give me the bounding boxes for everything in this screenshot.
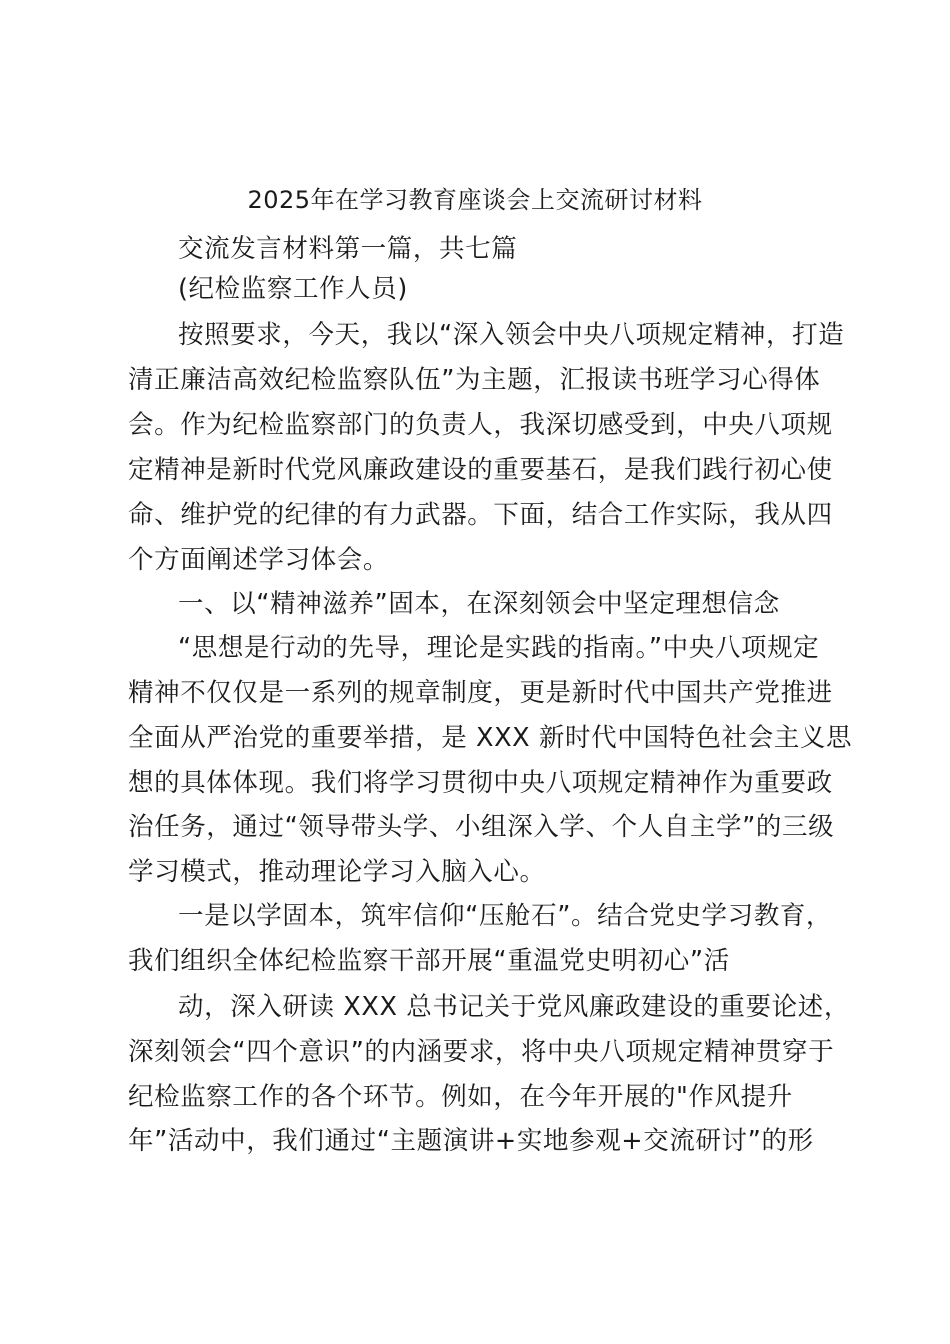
paragraph-3-line: 我们组织全体纪检监察干部开展“重温党史明初心”活 — [128, 946, 730, 976]
paragraph-2-line: 全面从严治党的重要举措，是 XXX 新时代中国特色社会主义思 — [128, 723, 853, 753]
paragraph-1-line: 定精神是新时代党风廉政建设的重要基石，是我们践行初心使 — [128, 455, 833, 485]
document-title: 2025年在学习教育座谈会上交流研讨材料 — [247, 186, 703, 214]
document-subtitle: 交流发言材料第一篇，共七篇 — [178, 234, 518, 264]
paragraph-2-line: 想的具体体现。我们将学习贯彻中央八项规定精神作为重要政 — [128, 768, 833, 798]
paragraph-1-line: 会。作为纪检监察部门的负责人，我深切感受到，中央八项规 — [128, 410, 833, 440]
paragraph-4-line: 动，深入研读 XXX 总书记关于党风廉政建设的重要论述， — [178, 992, 850, 1022]
section-heading: 一、以“精神滋养”固本，在深刻领会中坚定理想信念 — [178, 589, 780, 619]
author-role: (纪检监察工作人员) — [178, 274, 408, 304]
paragraph-3-line: 一是以学固本，筑牢信仰“压舱石”。结合党史学习教育， — [178, 901, 833, 931]
paragraph-1-line: 清正廉洁高效纪检监察队伍”为主题，汇报读书班学习心得体 — [128, 365, 821, 395]
paragraph-1-line: 按照要求，今天，我以“深入领会中央八项规定精神，打造 — [178, 320, 845, 350]
paragraph-2-line: 精神不仅仅是一系列的规章制度，更是新时代中国共产党推进 — [128, 678, 833, 708]
paragraph-4-line: 纪检监察工作的各个环节。例如，在今年开展的"作风提升 — [128, 1082, 793, 1112]
paragraph-2-line: “思想是行动的先导，理论是实践的指南。”中央八项规定 — [178, 633, 820, 663]
paragraph-1-line: 个方面阐述学习体会。 — [128, 545, 390, 575]
paragraph-2-line: 治任务，通过“领导带头学、小组深入学、个人自主学”的三级 — [128, 812, 835, 842]
paragraph-2-line: 学习模式，推动理论学习入脑入心。 — [128, 857, 546, 887]
paragraph-4-line: 深刻领会“四个意识”的内涵要求，将中央八项规定精神贯穿于 — [128, 1037, 835, 1067]
paragraph-1-line: 命、维护党的纪律的有力武器。下面，结合工作实际，我从四 — [128, 500, 833, 530]
paragraph-4-line: 年”活动中，我们通过“主题演讲+实地参观+交流研讨”的形 — [128, 1126, 814, 1156]
